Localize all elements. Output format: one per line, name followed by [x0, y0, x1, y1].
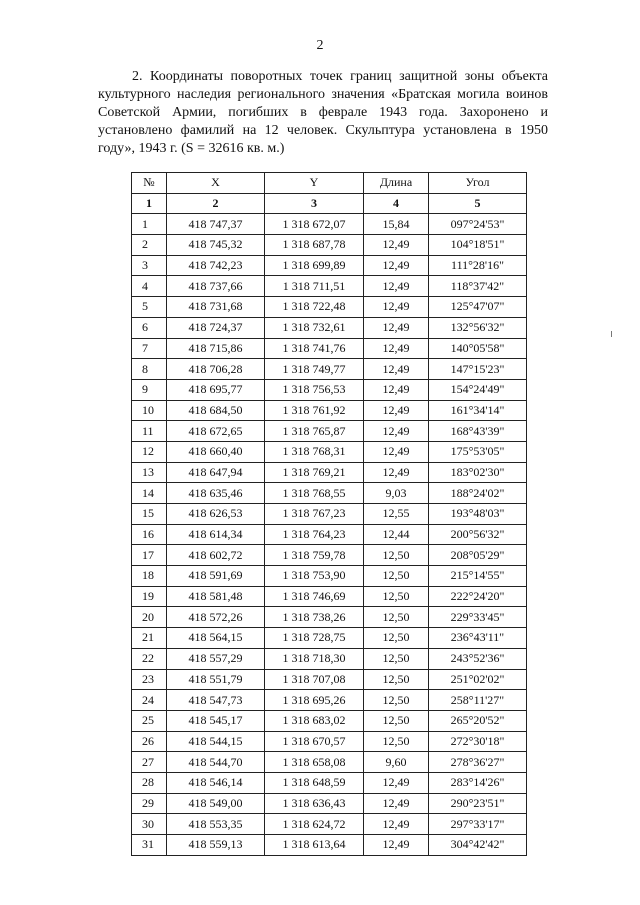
length-cell: 12,49: [364, 772, 429, 793]
header-y: Y: [265, 173, 364, 194]
table-row: [132, 235, 527, 256]
point-number-cell: 6: [132, 317, 167, 338]
length-cell: 12,50: [364, 669, 429, 690]
angle-cell: 175°53'05": [429, 441, 527, 462]
y-cell: 1 318 707,08: [265, 669, 364, 690]
y-cell: 1 318 738,26: [265, 607, 364, 628]
x-cell: 418 614,34: [167, 524, 265, 545]
table-row: [132, 441, 527, 462]
table-row: [132, 379, 527, 400]
x-cell: 418 695,77: [167, 379, 265, 400]
x-cell: 418 737,66: [167, 276, 265, 297]
y-cell: 1 318 672,07: [265, 214, 364, 235]
angle-cell: 200°56'32": [429, 524, 527, 545]
length-cell: 12,50: [364, 628, 429, 649]
y-cell: 1 318 722,48: [265, 297, 364, 318]
column-number: 3: [265, 193, 364, 214]
point-number-cell: 27: [132, 752, 167, 773]
length-cell: 12,50: [364, 586, 429, 607]
table-row: [132, 793, 527, 814]
point-number-cell: 31: [132, 835, 167, 856]
angle-cell: 272°30'18": [429, 731, 527, 752]
y-cell: 1 318 741,76: [265, 338, 364, 359]
table-row: [132, 483, 527, 504]
x-cell: 418 626,53: [167, 504, 265, 525]
point-number-cell: 26: [132, 731, 167, 752]
y-cell: 1 318 648,59: [265, 772, 364, 793]
y-cell: 1 318 756,53: [265, 379, 364, 400]
table-row: [132, 669, 527, 690]
x-cell: 418 602,72: [167, 545, 265, 566]
y-cell: 1 318 761,92: [265, 400, 364, 421]
x-cell: 418 544,15: [167, 731, 265, 752]
table-row: [132, 690, 527, 711]
angle-cell: 097°24'53": [429, 214, 527, 235]
table-row: [132, 752, 527, 773]
column-number: 2: [167, 193, 265, 214]
length-cell: 12,50: [364, 566, 429, 587]
y-cell: 1 318 764,23: [265, 524, 364, 545]
point-number-cell: 17: [132, 545, 167, 566]
x-cell: 418 553,35: [167, 814, 265, 835]
point-number-cell: 21: [132, 628, 167, 649]
point-number-cell: 19: [132, 586, 167, 607]
angle-cell: 258°11'27": [429, 690, 527, 711]
table-row: [132, 545, 527, 566]
y-cell: 1 318 687,78: [265, 235, 364, 256]
point-number-cell: 14: [132, 483, 167, 504]
angle-cell: 183°02'30": [429, 462, 527, 483]
angle-cell: 290°23'51": [429, 793, 527, 814]
table-row: [132, 214, 527, 235]
point-number-cell: 4: [132, 276, 167, 297]
column-number: 4: [364, 193, 429, 214]
y-cell: 1 318 732,61: [265, 317, 364, 338]
y-cell: 1 318 658,08: [265, 752, 364, 773]
y-cell: 1 318 695,26: [265, 690, 364, 711]
length-cell: 12,49: [364, 317, 429, 338]
table-row: [132, 255, 527, 276]
length-cell: 12,55: [364, 504, 429, 525]
point-number-cell: 9: [132, 379, 167, 400]
angle-cell: 147°15'23": [429, 359, 527, 380]
x-cell: 418 551,79: [167, 669, 265, 690]
table-row: [132, 338, 527, 359]
table-row: [132, 586, 527, 607]
x-cell: 418 559,13: [167, 835, 265, 856]
header-number: №: [132, 173, 167, 194]
angle-cell: 278°36'27": [429, 752, 527, 773]
y-cell: 1 318 613,64: [265, 835, 364, 856]
x-cell: 418 544,70: [167, 752, 265, 773]
table-row: [132, 462, 527, 483]
y-cell: 1 318 749,77: [265, 359, 364, 380]
angle-cell: 283°14'26": [429, 772, 527, 793]
table-row: [132, 710, 527, 731]
y-cell: 1 318 728,75: [265, 628, 364, 649]
angle-cell: 104°18'51": [429, 235, 527, 256]
table-row: [132, 628, 527, 649]
length-cell: 12,44: [364, 524, 429, 545]
x-cell: 418 684,50: [167, 400, 265, 421]
angle-cell: 243°52'36": [429, 648, 527, 669]
table-row: [132, 317, 527, 338]
x-cell: 418 724,37: [167, 317, 265, 338]
x-cell: 418 715,86: [167, 338, 265, 359]
header-length: Длина: [364, 173, 429, 194]
point-number-cell: 1: [132, 214, 167, 235]
y-cell: 1 318 624,72: [265, 814, 364, 835]
angle-cell: 132°56'32": [429, 317, 527, 338]
length-cell: 12,49: [364, 235, 429, 256]
point-number-cell: 25: [132, 710, 167, 731]
length-cell: 12,49: [364, 835, 429, 856]
column-number: 5: [429, 193, 527, 214]
y-cell: 1 318 636,43: [265, 793, 364, 814]
x-cell: 418 647,94: [167, 462, 265, 483]
table-row: [132, 297, 527, 318]
y-cell: 1 318 759,78: [265, 545, 364, 566]
point-number-cell: 23: [132, 669, 167, 690]
length-cell: 12,49: [364, 255, 429, 276]
angle-cell: 208°05'29": [429, 545, 527, 566]
x-cell: 418 747,37: [167, 214, 265, 235]
angle-cell: 188°24'02": [429, 483, 527, 504]
x-cell: 418 731,68: [167, 297, 265, 318]
y-cell: 1 318 699,89: [265, 255, 364, 276]
y-cell: 1 318 768,55: [265, 483, 364, 504]
angle-cell: 222°24'20": [429, 586, 527, 607]
table-row: [132, 566, 527, 587]
point-number-cell: 30: [132, 814, 167, 835]
x-cell: 418 546,14: [167, 772, 265, 793]
angle-cell: 193°48'03": [429, 504, 527, 525]
point-number-cell: 29: [132, 793, 167, 814]
table-row: [132, 607, 527, 628]
y-cell: 1 318 746,69: [265, 586, 364, 607]
angle-cell: 236°43'11": [429, 628, 527, 649]
length-cell: 12,50: [364, 607, 429, 628]
length-cell: 12,50: [364, 648, 429, 669]
length-cell: 12,49: [364, 359, 429, 380]
table-body: [132, 193, 527, 855]
x-cell: 418 672,65: [167, 421, 265, 442]
x-cell: 418 742,23: [167, 255, 265, 276]
length-cell: 9,03: [364, 483, 429, 504]
point-number-cell: 24: [132, 690, 167, 711]
point-number-cell: 16: [132, 524, 167, 545]
y-cell: 1 318 767,23: [265, 504, 364, 525]
table-row: [132, 276, 527, 297]
table-row: [132, 835, 527, 856]
angle-cell: 229°33'45": [429, 607, 527, 628]
length-cell: 12,49: [364, 276, 429, 297]
point-number-cell: 20: [132, 607, 167, 628]
length-cell: 9,60: [364, 752, 429, 773]
angle-cell: 251°02'02": [429, 669, 527, 690]
length-cell: 12,50: [364, 690, 429, 711]
point-number-cell: 28: [132, 772, 167, 793]
x-cell: 418 581,48: [167, 586, 265, 607]
length-cell: 12,49: [364, 421, 429, 442]
table-row: [132, 731, 527, 752]
x-cell: 418 564,15: [167, 628, 265, 649]
angle-cell: 161°34'14": [429, 400, 527, 421]
length-cell: 12,50: [364, 545, 429, 566]
table-header-row: [132, 173, 527, 194]
length-cell: 12,49: [364, 462, 429, 483]
point-number-cell: 13: [132, 462, 167, 483]
x-cell: 418 706,28: [167, 359, 265, 380]
point-number-cell: 15: [132, 504, 167, 525]
table-row: [132, 814, 527, 835]
x-cell: 418 547,73: [167, 690, 265, 711]
column-numbers-row: [132, 193, 527, 214]
y-cell: 1 318 765,87: [265, 421, 364, 442]
point-number-cell: 22: [132, 648, 167, 669]
length-cell: 12,49: [364, 400, 429, 421]
point-number-cell: 5: [132, 297, 167, 318]
x-cell: 418 660,40: [167, 441, 265, 462]
length-cell: 12,49: [364, 338, 429, 359]
y-cell: 1 318 718,30: [265, 648, 364, 669]
y-cell: 1 318 683,02: [265, 710, 364, 731]
length-cell: 12,49: [364, 441, 429, 462]
length-cell: 12,49: [364, 379, 429, 400]
angle-cell: 125°47'07": [429, 297, 527, 318]
point-number-cell: 2: [132, 235, 167, 256]
x-cell: 418 549,00: [167, 793, 265, 814]
point-number-cell: 18: [132, 566, 167, 587]
length-cell: 12,50: [364, 710, 429, 731]
angle-cell: 304°42'42": [429, 835, 527, 856]
table-row: [132, 421, 527, 442]
point-number-cell: 3: [132, 255, 167, 276]
intro-paragraph: 2. Координаты поворотных точек границ защитной зоны объекта культурного наследия регионального значения «Братская могила воинов Советской Армии, погибших в феврале 1943 года. Захоронено и установлено фамилий на 12 человек. Скульптура установлена в 1950 году», 1943 г. (S = 32616 кв. м.): [98, 69, 548, 156]
x-cell: 418 557,29: [167, 648, 265, 669]
length-cell: 12,49: [364, 297, 429, 318]
y-cell: 1 318 711,51: [265, 276, 364, 297]
table-row: [132, 504, 527, 525]
angle-cell: 265°20'52": [429, 710, 527, 731]
page-number: 2: [316, 38, 324, 53]
angle-cell: 215°14'55": [429, 566, 527, 587]
y-cell: 1 318 753,90: [265, 566, 364, 587]
length-cell: 12,49: [364, 814, 429, 835]
length-cell: 15,84: [364, 214, 429, 235]
angle-cell: 111°28'16": [429, 255, 527, 276]
angle-cell: 154°24'49": [429, 379, 527, 400]
table-row: [132, 648, 527, 669]
x-cell: 418 572,26: [167, 607, 265, 628]
table-row: [132, 400, 527, 421]
point-number-cell: 10: [132, 400, 167, 421]
point-number-cell: 7: [132, 338, 167, 359]
y-cell: 1 318 769,21: [265, 462, 364, 483]
scan-mark: [611, 331, 612, 337]
length-cell: 12,49: [364, 793, 429, 814]
point-number-cell: 8: [132, 359, 167, 380]
table-row: [132, 524, 527, 545]
y-cell: 1 318 670,57: [265, 731, 364, 752]
y-cell: 1 318 768,31: [265, 441, 364, 462]
angle-cell: 168°43'39": [429, 421, 527, 442]
table-row: [132, 772, 527, 793]
length-cell: 12,50: [364, 731, 429, 752]
table-row: [132, 359, 527, 380]
column-number: 1: [132, 193, 167, 214]
coordinates-table: [131, 172, 527, 856]
x-cell: 418 591,69: [167, 566, 265, 587]
header-angle: Угол: [429, 173, 527, 194]
angle-cell: 297°33'17": [429, 814, 527, 835]
x-cell: 418 545,17: [167, 710, 265, 731]
x-cell: 418 745,32: [167, 235, 265, 256]
point-number-cell: 11: [132, 421, 167, 442]
angle-cell: 118°37'42": [429, 276, 527, 297]
header-x: X: [167, 173, 265, 194]
angle-cell: 140°05'58": [429, 338, 527, 359]
x-cell: 418 635,46: [167, 483, 265, 504]
point-number-cell: 12: [132, 441, 167, 462]
